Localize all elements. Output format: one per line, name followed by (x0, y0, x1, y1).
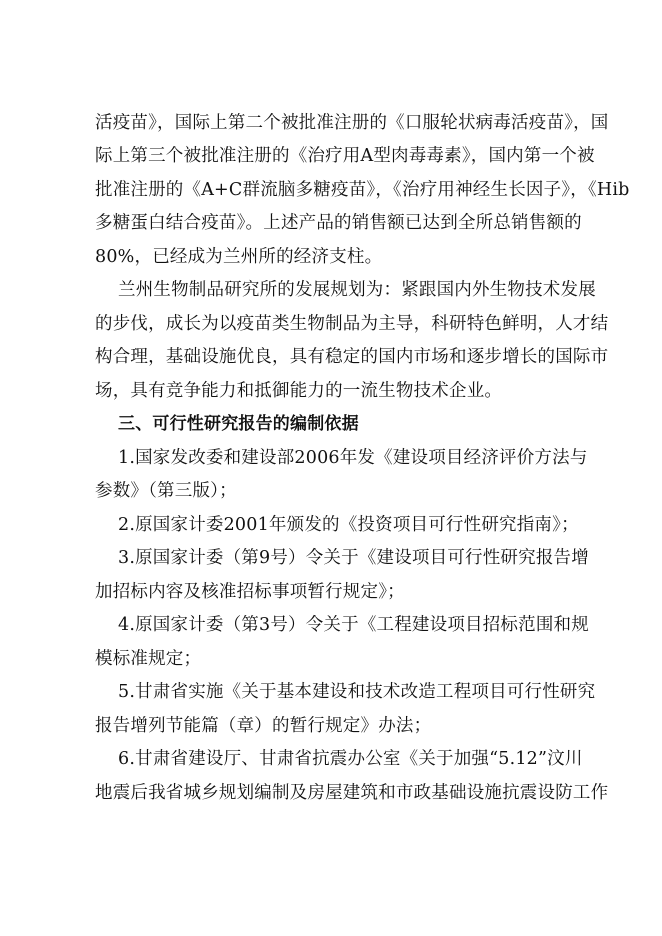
paragraph-line-8: 构合理，基础设施优良，具有稳定的国内市场和逐步增长的国际市 (95, 347, 609, 367)
list-item-3-line-2: 加招标内容及核准招标事项暂行规定》； (95, 582, 405, 602)
list-item-1-line-1: 1.国家发改委和建设部2006年发《建设项目经济评价方法与 (118, 448, 588, 468)
list-item-4-line-2: 模标准规定； (95, 649, 202, 669)
list-item-2: 2.原国家计委2001年颁发的《投资项目可行性研究指南》； (118, 515, 579, 535)
paragraph-line-1: 活疫苗》，国际上第二个被批准注册的《口服轮状病毒活疫苗》，国 (95, 113, 609, 133)
paragraph-line-4: 多糖蛋白结合疫苗》。上述产品的销售额已达到全所总销售额的 (95, 213, 582, 233)
list-item-5-line-1: 5.甘肃省实施《关于基本建设和技术改造工程项目可行性研究 (118, 682, 596, 702)
list-item-1-line-2: 参数》（第三版）； (95, 481, 237, 501)
list-item-5-line-2: 报告增列节能篇（章）的暂行规定》办法； (95, 716, 432, 736)
paragraph-line-5: 80%，已经成为兰州所的经济支柱。 (95, 247, 383, 267)
paragraph-line-9: 场，具有竞争能力和抵御能力的一流生物技术企业。 (95, 381, 503, 401)
paragraph-line-2: 际上第三个被批准注册的《治疗用A型肉毒毒素》，国内第一个被 (95, 146, 595, 166)
list-item-6-line-2: 地震后我省城乡规划编制及房屋建筑和市政基础设施抗震设防工作 (95, 783, 609, 803)
list-item-6-line-1: 6.甘肃省建设厅、甘肃省抗震办公室《关于加强“5.12”汶川 (118, 749, 583, 769)
list-item-4-line-1: 4.原国家计委（第3号）令关于《工程建设项目招标范围和规 (118, 615, 589, 635)
paragraph-line-7: 的步伐，成长为以疫苗类生物制品为主导，科研特色鲜明，人才结 (95, 314, 609, 334)
list-item-3-line-1: 3.原国家计委（第9号）令关于《建设项目可行性研究报告增 (118, 548, 589, 568)
paragraph-line-6: 兰州生物制品研究所的发展规划为：紧跟国内外生物技术发展 (118, 280, 596, 300)
paragraph-line-3: 批准注册的《A+C群流脑多糖疫苗》，《治疗用神经生长因子》，《Hib (95, 180, 630, 200)
section-heading: 三、可行性研究报告的编制依据 (118, 414, 359, 434)
